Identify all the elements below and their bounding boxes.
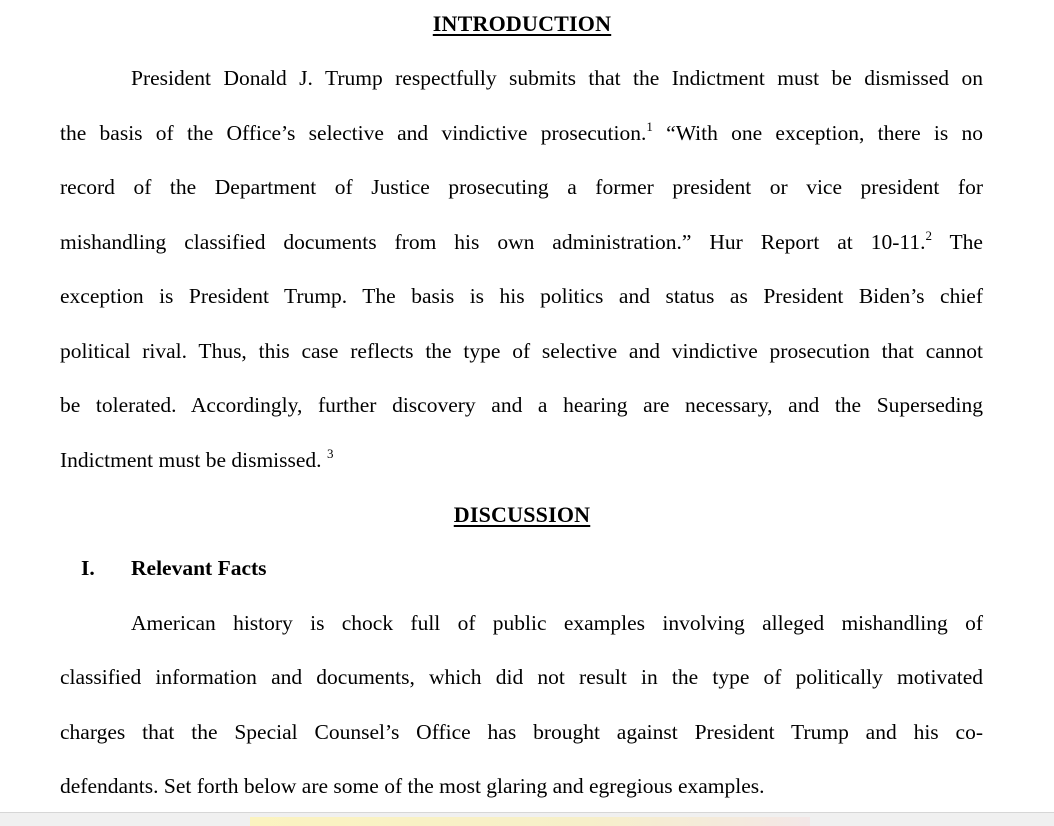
discussion-line-2: classified information and documents, which did not result in the type of politically motivated <box>60 665 983 689</box>
intro-line-4-text: mishandling classified documents from his own administration.” Hur Report at 10-11. <box>60 230 926 254</box>
discussion-heading: DISCUSSION <box>453 502 591 527</box>
intro-line-6: political rival. Thus, this case reflects the type of selective and vindictive prosecution that cannot <box>60 339 983 363</box>
introduction-heading: INTRODUCTION <box>432 11 612 36</box>
footnote-ref-2[interactable]: 2 <box>925 228 932 243</box>
intro-line-8-text: Indictment must be dismissed. <box>60 448 322 472</box>
intro-line-5: exception is President Trump. The basis is his politics and status as President Biden’s chief <box>60 284 983 308</box>
discussion-line-4: defendants. Set forth below are some of the most glaring and egregious examples. <box>60 774 765 798</box>
intro-line-3: record of the Department of Justice prosecuting a former president or vice president for <box>60 175 983 199</box>
footnote-ref-1[interactable]: 1 <box>646 119 653 134</box>
page-bottom-strip <box>0 812 1054 826</box>
intro-line-2-quote: “With one exception, there is no <box>666 121 984 145</box>
intro-line-4 <box>60 229 983 255</box>
footnote-ref-3[interactable]: 3 <box>326 446 334 461</box>
section-number: I. <box>81 556 95 580</box>
intro-line-2-text: the basis of the Office’s selective and vindictive prosecution. <box>60 121 647 145</box>
intro-line-7: be tolerated. Accordingly, further discovery and a hearing are necessary, and the Superseding <box>60 393 983 417</box>
intro-line-2 <box>60 120 983 146</box>
intro-line-4-end: The <box>949 230 983 254</box>
discussion-line-1: American history is chock full of public examples involving alleged mishandling of <box>131 611 983 635</box>
intro-line-8 <box>60 447 983 473</box>
section-title: Relevant Facts <box>131 556 267 580</box>
intro-line-1: President Donald J. Trump respectfully submits that the Indictment must be dismissed on <box>131 66 983 90</box>
discussion-line-3: charges that the Special Counsel’s Office has brought against President Trump and his co- <box>60 720 983 744</box>
